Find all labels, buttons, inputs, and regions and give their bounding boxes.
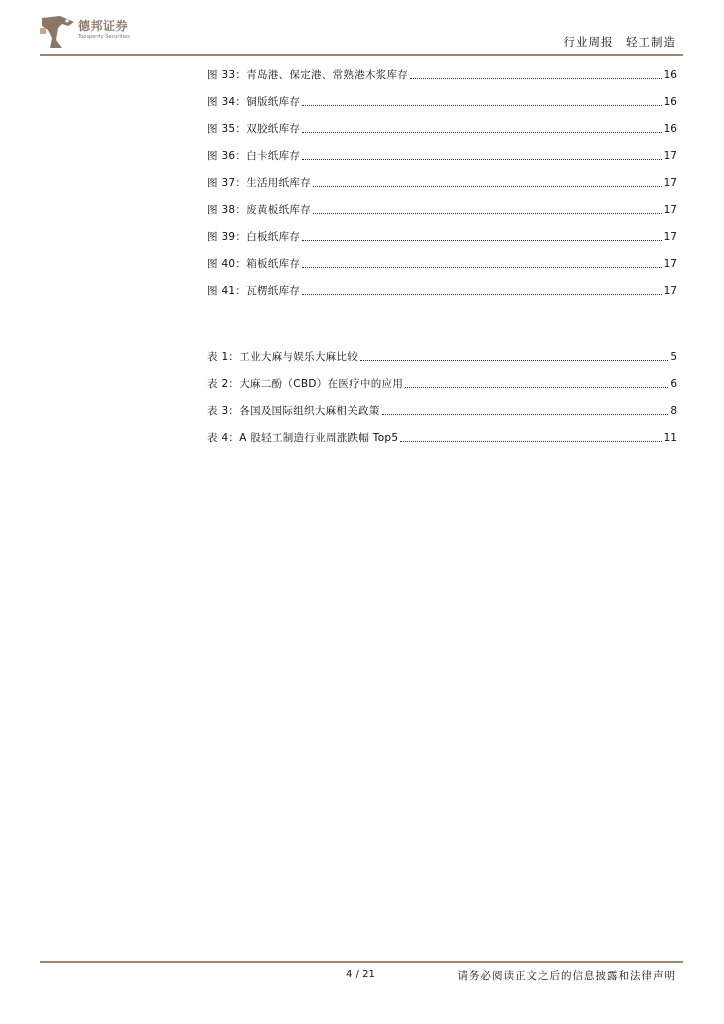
toc-entry-figure[interactable]	[207, 228, 677, 244]
toc-leader-dots	[360, 359, 668, 361]
toc-entry-label: 表 3：各国及国际组织大麻相关政策	[207, 405, 380, 417]
toc-leader-dots	[302, 131, 661, 133]
toc-leader-dots	[302, 293, 661, 295]
toc-entry-figure[interactable]	[207, 255, 677, 271]
header-rule	[40, 54, 683, 56]
toc-entry-figure[interactable]	[207, 174, 677, 190]
toc-entry-label: 图 36：白卡纸库存	[207, 150, 301, 162]
toc-entry-figure[interactable]	[207, 201, 677, 217]
toc-entry-page: 17	[663, 150, 677, 162]
toc-entry-table[interactable]	[207, 429, 677, 445]
toc-entry-figure[interactable]	[207, 93, 677, 109]
toc-leader-dots	[302, 239, 661, 241]
toc-entry-page: 16	[663, 123, 677, 135]
toc-entry-page: 8	[670, 405, 677, 417]
legal-disclaimer: 请务必阅读正文之后的信息披露和法律声明	[457, 970, 676, 982]
toc-entry-page: 11	[663, 432, 677, 444]
toc-entry-page: 17	[663, 204, 677, 216]
toc-entry-figure[interactable]	[207, 66, 677, 82]
toc-entry-figure[interactable]	[207, 282, 677, 298]
brand-logo	[40, 14, 140, 54]
brand-logo-icon	[40, 14, 76, 50]
toc-leader-dots	[313, 212, 662, 214]
toc-entry-label: 图 38：废黄板纸库存	[207, 204, 311, 216]
toc-entry-label: 图 41：瓦楞纸库存	[207, 285, 301, 297]
toc-entry-label: 图 35：双胶纸库存	[207, 123, 301, 135]
toc-entry-label: 表 4：A 股轻工制造行业周涨跌幅 Top5	[207, 432, 399, 444]
toc-entry-figure[interactable]	[207, 147, 677, 163]
brand-name-cn: 德邦证券	[78, 19, 129, 33]
toc-entry-page: 16	[663, 96, 677, 108]
toc-leader-dots	[400, 440, 661, 442]
toc-entry-page: 5	[670, 351, 677, 363]
page-header	[0, 0, 724, 60]
toc-entry-page: 6	[670, 378, 677, 390]
toc-entry-label: 图 33：青岛港、保定港、常熟港木浆库存	[207, 69, 409, 81]
toc-entry-figure[interactable]	[207, 120, 677, 136]
toc-entry-label: 图 39：白板纸库存	[207, 231, 301, 243]
toc-entry-label: 表 2：大麻二酚（CBD）在医疗中的应用	[207, 378, 404, 390]
toc-entry-label: 图 37：生活用纸库存	[207, 177, 311, 189]
toc-entry-label: 图 34：铜版纸库存	[207, 96, 301, 108]
toc-leader-dots	[405, 386, 668, 388]
toc-entry-label: 图 40：箱板纸库存	[207, 258, 301, 270]
report-type-title: 行业周报 轻工制造	[563, 35, 676, 49]
toc-leader-dots	[382, 413, 669, 415]
toc-leader-dots	[313, 185, 662, 187]
toc-entry-label: 表 1：工业大麻与娱乐大麻比较	[207, 351, 359, 363]
toc-leader-dots	[302, 104, 661, 106]
toc-entry-table[interactable]	[207, 348, 677, 364]
toc-entry-page: 17	[663, 231, 677, 243]
toc-entry-page: 17	[663, 285, 677, 297]
toc-entry-page: 16	[663, 69, 677, 81]
brand-name-en: Topsperity Securities	[78, 34, 130, 40]
toc-entry-table[interactable]	[207, 402, 677, 418]
page-number: 4 / 21	[346, 969, 375, 980]
toc-leader-dots	[302, 158, 661, 160]
toc-leader-dots	[302, 266, 661, 268]
footer-rule	[40, 961, 683, 963]
toc-leader-dots	[410, 77, 661, 79]
toc-entry-page: 17	[663, 258, 677, 270]
toc-entry-table[interactable]	[207, 375, 677, 391]
toc-entry-page: 17	[663, 177, 677, 189]
